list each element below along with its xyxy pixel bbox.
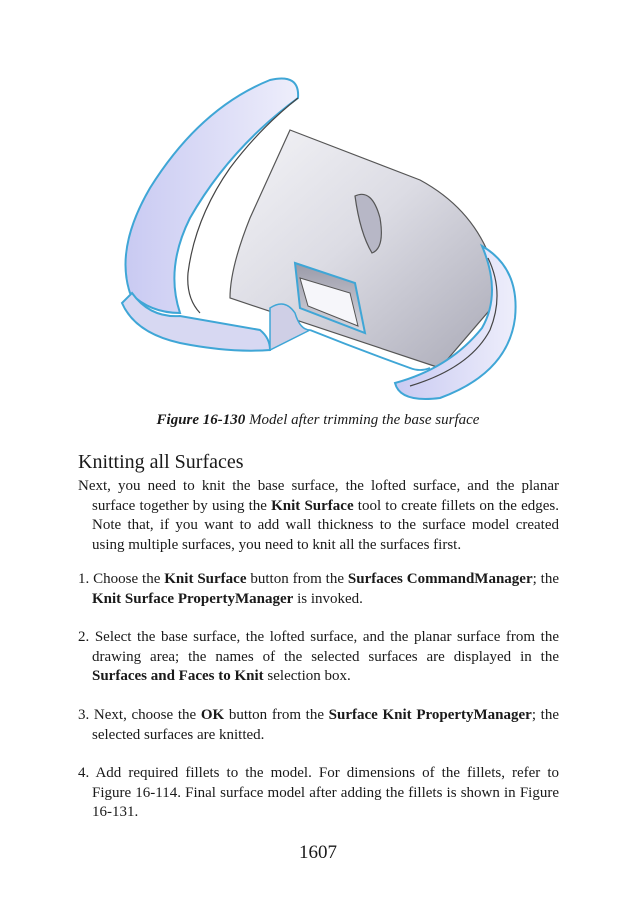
intro-text-2: tool to create fillets on the edges. Note that, if you want to add wall thickness to the surface model created using multiple surfaces, you need to knit all the surfaces first.: [92, 497, 559, 553]
figure-number: Figure 16-130: [156, 412, 246, 428]
step-1: [78, 570, 559, 609]
model-figure: [110, 68, 530, 408]
intro-paragraph: [78, 477, 559, 555]
section-heading: Knitting all Surfaces: [78, 451, 244, 473]
figure-caption-text: Model after trimming the base surface: [249, 412, 480, 428]
step-4: [78, 764, 559, 823]
page-number: 1607: [299, 842, 337, 863]
step-2: [78, 628, 559, 687]
figure-caption: [0, 412, 636, 429]
step-3-text-3: ; the selected surfaces are knitted.: [92, 707, 560, 743]
step-1-bold-1: Knit Surface: [164, 571, 247, 587]
step-2-text-1: 2. Select the base surface, the lofted surface, and the planar surface from the drawing area; the names of the selected surfaces are displayed in the: [78, 629, 559, 665]
intro-text-1: Next, you need to knit the base surface, the lofted surface, and the planar surface together by using the: [78, 478, 559, 514]
step-2-bold-1: Surfaces and Faces to Knit: [92, 668, 264, 684]
step-3-bold-2: Surface Knit PropertyManager: [328, 707, 532, 723]
step-2-text-2: selection box.: [263, 668, 351, 684]
step-3-bold-1: OK: [200, 707, 225, 723]
step-1-text-3: ; the: [532, 571, 560, 587]
step-1-bold-2: Surfaces CommandManager: [347, 571, 533, 587]
step-4-text-1: 4. Add required fillets to the model. For dimensions of the fillets, refer to Figure 16-114. Final surface model after adding the fillets is shown in Figure 16-131.: [78, 765, 559, 820]
step-1-bold-3: Knit Surface PropertyManager: [92, 590, 294, 607]
step-1-text-1: 1. Choose the: [78, 571, 165, 587]
step-3-text-1: 3. Next, choose the: [78, 707, 201, 723]
step-3: [78, 706, 559, 745]
step-1-text-4: is invoked.: [293, 590, 363, 607]
step-3-text-2: button from the: [224, 707, 329, 723]
intro-bold-1: Knit Surface: [271, 497, 354, 514]
step-1-text-2: button from the: [246, 571, 348, 587]
